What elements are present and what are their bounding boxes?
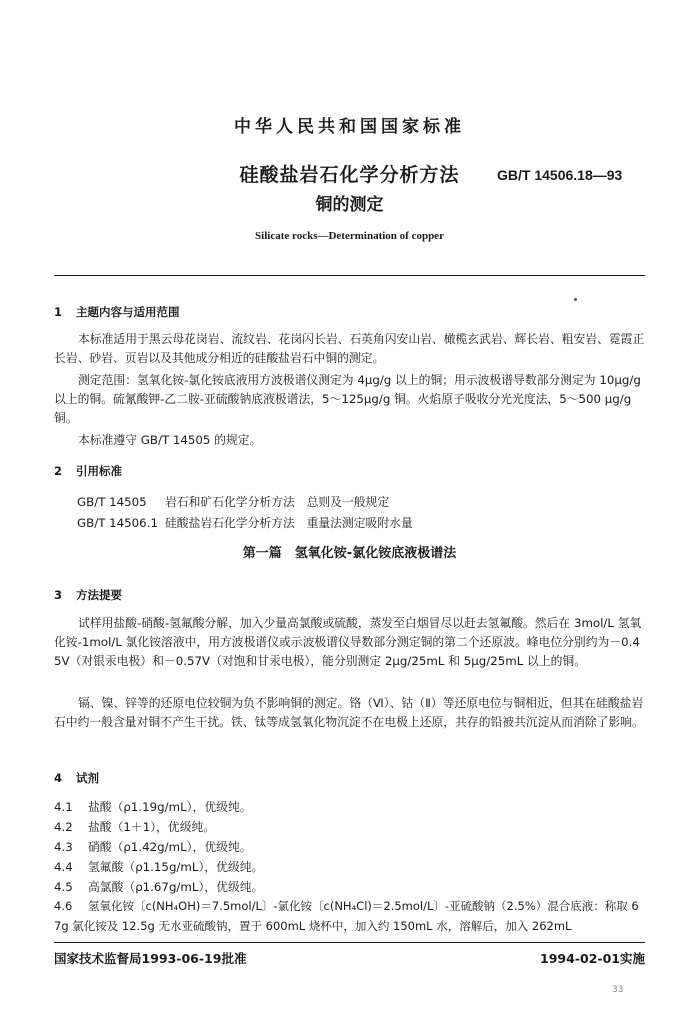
section-title: 方法提要: [76, 588, 122, 602]
document-subtitle: 铜的测定: [315, 195, 384, 215]
item-text: 盐酸（1＋1），优级纯。: [88, 820, 216, 834]
issuing-authority: 中华人民共和国国家标准: [234, 117, 465, 137]
section-title: 试剂: [76, 771, 99, 785]
scan-speck: [574, 298, 577, 301]
section-3-paragraph-1: 试样用盐酸-硝酸-氢氟酸分解，加入少量高氯酸或硫酸，蒸发至白烟冒尽以赶去氢氟酸。然后在 3mol/L 氢氧化铵-1mol/L 氯化铵溶液中，用方波极谱仪或示波极谱仪导数部分测定铜的第二个还原波。峰电位分别约为－0.45V（对银汞电极）和－0.57V（对饱和甘汞电极），能分别测定 2μg/25mL 和 5μg/25mL 以上的铜。: [54, 616, 642, 668]
section-3-heading: [54, 587, 122, 603]
section-1-paragraph-2: 测定范围：氢氧化铵-氯化铵底液用方波极谱仪测定为 4μg/g 以上的铜；用示波极谱导数部分测定为 10μg/g 以上的铜。硫氰酸钾-乙二胺-亚硫酸钠底液极谱法，5～125μg/g 铜。火焰原子吸收分光光度法，5～500 μg/g 铜。: [54, 373, 641, 425]
section-1-paragraph-1: 本标准适用于黑云母花岗岩、流纹岩、花岗闪长岩、石英角闪安山岩、橄榄玄武岩、辉长岩、粗安岩、霓霞正长岩、砂岩、页岩以及其他成分相近的硅酸盐岩石中铜的测定。: [54, 332, 645, 365]
item-text: 盐酸（ρ1.19g/mL），优级纯。: [88, 800, 252, 814]
item-number: 4.6: [54, 899, 73, 913]
implementation-date: 1994-02-01实施: [540, 951, 645, 966]
section-title: 引用标准: [76, 464, 122, 478]
approval-note: 国家技术监督局1993-06-19批准: [54, 951, 247, 966]
item-number: 4.5: [54, 880, 73, 894]
reference-item: [77, 514, 413, 531]
reagent-item: [54, 878, 263, 895]
section-number: 2: [54, 464, 63, 478]
section-number: 4: [54, 771, 63, 785]
header-rule: [54, 275, 645, 276]
footer-rule: [54, 942, 645, 943]
section-number: 3: [54, 588, 63, 602]
section-number: 1: [54, 305, 63, 319]
reagent-item: [54, 798, 252, 815]
section-4-heading: [54, 770, 99, 786]
reference-code: GB/T 14505: [77, 495, 147, 509]
item-text: 高氯酸（ρ1.67g/mL），优级纯。: [88, 880, 264, 894]
reference-title: 岩石和矿石化学分析方法 总则及一般规定: [165, 495, 390, 509]
item-text: 氢氟酸（ρ1.15g/mL），优级纯。: [88, 860, 264, 874]
item-number: 4.3: [54, 840, 73, 854]
section-1-paragraph-3: 本标准遵守 GB/T 14505 的规定。: [78, 433, 262, 447]
standard-code: GB/T 14506.18—93: [497, 167, 623, 183]
reference-title: 硅酸盐岩石化学分析方法 重量法测定吸附水量: [165, 516, 413, 530]
item-number: 4.2: [54, 820, 73, 834]
reagent-item: [54, 838, 252, 855]
reagent-item: [54, 818, 215, 835]
reagent-item: [54, 858, 263, 875]
document-title: 硅酸盐岩石化学分析方法: [239, 164, 460, 186]
item-text: 氢氧化铵〔c(NH₄OH)＝7.5mol/L〕-氯化铵〔c(NH₄Cl)＝2.5mol/L〕-亚硫酸钠（2.5%）混合底液：称取 67g 氯化铵及 12.5g 无水亚硫酸钠，置于 600mL 烧杯中，加入约 150mL 水，溶解后，加入 262mL: [54, 899, 639, 933]
item-number: 4.4: [54, 860, 73, 874]
item-text: 硝酸（ρ1.42g/mL），优级纯。: [88, 840, 252, 854]
item-number: 4.1: [54, 800, 73, 814]
section-3-paragraph-2: 镉、镍、锌等的还原电位较铜为负不影响铜的测定。铬（Ⅵ）、钴（Ⅱ）等还原电位与铜相近，但其在硅酸盐岩石中约一般含量对铜不产生干扰。铁、钛等成氢氧化物沉淀不在电极上还原，共存的铅被共沉淀从而消除了影响。: [54, 696, 644, 729]
reference-code: GB/T 14506.1: [77, 516, 158, 530]
section-1-heading: [54, 304, 180, 320]
reference-item: [77, 493, 389, 510]
reagent-item: [54, 896, 646, 936]
section-2-heading: [54, 463, 122, 479]
part-heading: 第一篇 氢氧化铵-氯化铵底液极谱法: [242, 546, 457, 561]
page-number: 33: [612, 985, 624, 995]
english-title: Silicate rocks—Determination of copper: [255, 230, 444, 242]
section-title: 主题内容与适用范围: [76, 305, 180, 319]
